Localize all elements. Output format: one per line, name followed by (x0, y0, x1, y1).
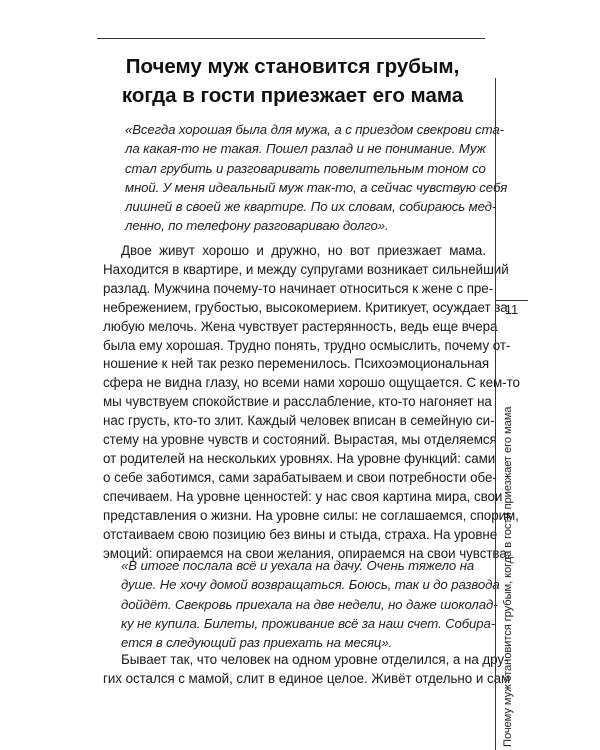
page-number-rule (495, 300, 528, 301)
quote-line: лишней в своей же квартире. По их словам, собираюсь мед- (125, 199, 497, 215)
body-paragraph-2 (103, 651, 511, 689)
text-line: отстаиваем свою позицию без вины и стыда, страха. На уровне (103, 526, 498, 542)
text-line: была ему хорошая. Трудно понять, трудно осмыслить, почему от- (103, 337, 511, 353)
quote-line: стал грубить и разговаривать повелительным тоном со (125, 160, 486, 176)
text-line: ношение к ней так резко переменилось. Психоэмоциональная (103, 356, 490, 372)
text-line: сфера не видна глазу, но всеми нами хорошо ощущается. С кем-то (103, 375, 520, 391)
text-line: Находится в квартире, и между супругами возникает сильнейший (103, 261, 509, 277)
quote-line: ла какая-то не такая. Пошел разлад и не понимание. Муж (125, 141, 486, 157)
text-line: гих остался с мамой, слит в единое целое. Живёт отдельно и сам (103, 670, 511, 686)
text-line: стему на уровне чувств и состояний. Вырастая, мы отделяемся (103, 432, 497, 448)
chapter-title-line-2: когда в гости приезжает его мама (121, 84, 464, 107)
margin-rule (495, 78, 496, 750)
text-line: представления о жизни. На уровне силы: не соглашаемся, спорим, (103, 507, 519, 523)
text-line: нас грусть, кто-то злит. Каждый человек вписан в семейную си- (103, 413, 495, 429)
text-line: любую мелочь. Жена чувствует растерянность, ведь еще вчера (103, 318, 498, 334)
text-line: спечиваем. На уровне ценностей: у нас своя картина мира, свои (103, 488, 503, 504)
quote-line: душе. Не хочу домой возвращаться. Боюсь, так и до развода (121, 577, 500, 593)
quote-line: мной. У меня идеальный муж так-то, а сейчас чувствую себя (125, 179, 508, 195)
quote-line: дойдёт. Свекровь приехала на две недели, но даже шоколад- (121, 596, 498, 612)
text-line: небрежением, грубостью, высокомерием. Критикует, осуждает за (103, 299, 508, 315)
text-line: разлад. Мужчина почему-то начинает относиться к жене с пре- (103, 280, 494, 296)
text-line: эмоций: опираемся на свои желания, опираемся на свои чувства. (103, 545, 511, 561)
quote-line: ется в следующий раз приехать на месяц». (121, 635, 393, 651)
quote-line: «Всегда хорошая была для мужа, а с приездом свекрови ста- (125, 122, 504, 137)
quote-line: ку не купила. Билеты, проживание всё за наш счет. Собира- (121, 615, 496, 631)
text-line: о себе заботимся, сами зарабатываем и свои потребности обе- (103, 469, 497, 485)
text-line: мы чувствуем спокойствие и расслабление, кто-то нагоняет на (103, 394, 492, 410)
text-line: Бывает так, что человек на одном уровне отделился, а на дру- (121, 652, 509, 667)
top-rule (97, 38, 485, 39)
chapter-title-line-1: Почему муж становится грубым, (125, 55, 460, 78)
quote-line: «В итоге послала всё и уехала на дачу. Очень тяжело на (121, 558, 475, 573)
chapter-title (100, 52, 485, 110)
epigraph-quote-2 (121, 556, 500, 652)
page-number: 11 (504, 302, 519, 317)
running-header: Почему муж становится грубым, когда в гости приезжает его мама (502, 406, 514, 747)
text-line: от родителей на нескольких уровнях. На уровне функций: сами (103, 450, 496, 466)
text-line: Двое живут хорошо и дружно, но вот приезжает мама. (121, 243, 486, 258)
epigraph-quote-1 (125, 120, 508, 236)
quote-line: ленно, по телефону разговариваю долго». (125, 218, 389, 234)
